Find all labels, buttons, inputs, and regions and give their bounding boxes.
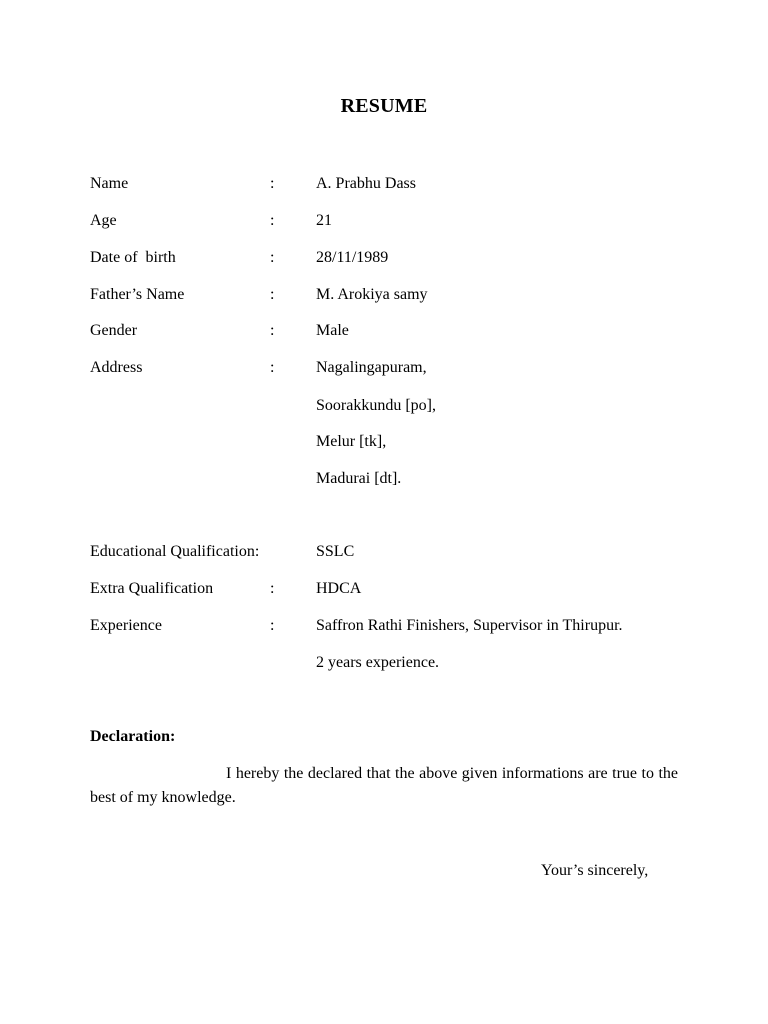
field-value: 21 <box>316 212 332 229</box>
field-value: Male <box>316 322 349 339</box>
field-colon: : <box>270 617 275 634</box>
closing-salutation: Your’s sincerely, <box>541 862 649 879</box>
field-label: Age <box>90 212 117 229</box>
experience-line: 2 years experience. <box>316 654 440 671</box>
field-colon: : <box>270 580 275 597</box>
address-line: Soorakkundu [po], <box>316 397 436 414</box>
field-value: 28/11/1989 <box>316 249 389 266</box>
field-label: Father’s Name <box>90 286 185 303</box>
field-label: Educational Qualification: <box>90 543 260 560</box>
field-label: Gender <box>90 322 138 339</box>
page-title: RESUME <box>340 95 428 117</box>
address-line: Melur [tk], <box>316 433 387 450</box>
declaration-heading: Declaration: <box>90 728 176 745</box>
field-colon: : <box>270 286 275 303</box>
field-label: Name <box>90 175 129 192</box>
field-value: HDCA <box>316 580 362 597</box>
field-value: M. Arokiya samy <box>316 286 428 303</box>
field-label: Address <box>90 359 143 376</box>
field-colon: : <box>270 175 275 192</box>
declaration-text: I hereby the declared that the above given informations are true to the best of my knowledge. <box>90 765 678 806</box>
field-value: SSLC <box>316 543 355 560</box>
field-colon: : <box>270 212 275 229</box>
field-value: A. Prabhu Dass <box>316 175 416 192</box>
address-line: Madurai [dt]. <box>316 470 402 487</box>
field-colon: : <box>270 249 275 266</box>
field-colon: : <box>270 322 275 339</box>
field-label: Experience <box>90 617 162 634</box>
field-value: Saffron Rathi Finishers, Supervisor in Thirupur. <box>316 617 623 634</box>
field-label: Date of birth <box>90 249 176 266</box>
field-value: Nagalingapuram, <box>316 359 427 376</box>
field-colon: : <box>270 359 275 376</box>
field-label: Extra Qualification <box>90 580 214 597</box>
